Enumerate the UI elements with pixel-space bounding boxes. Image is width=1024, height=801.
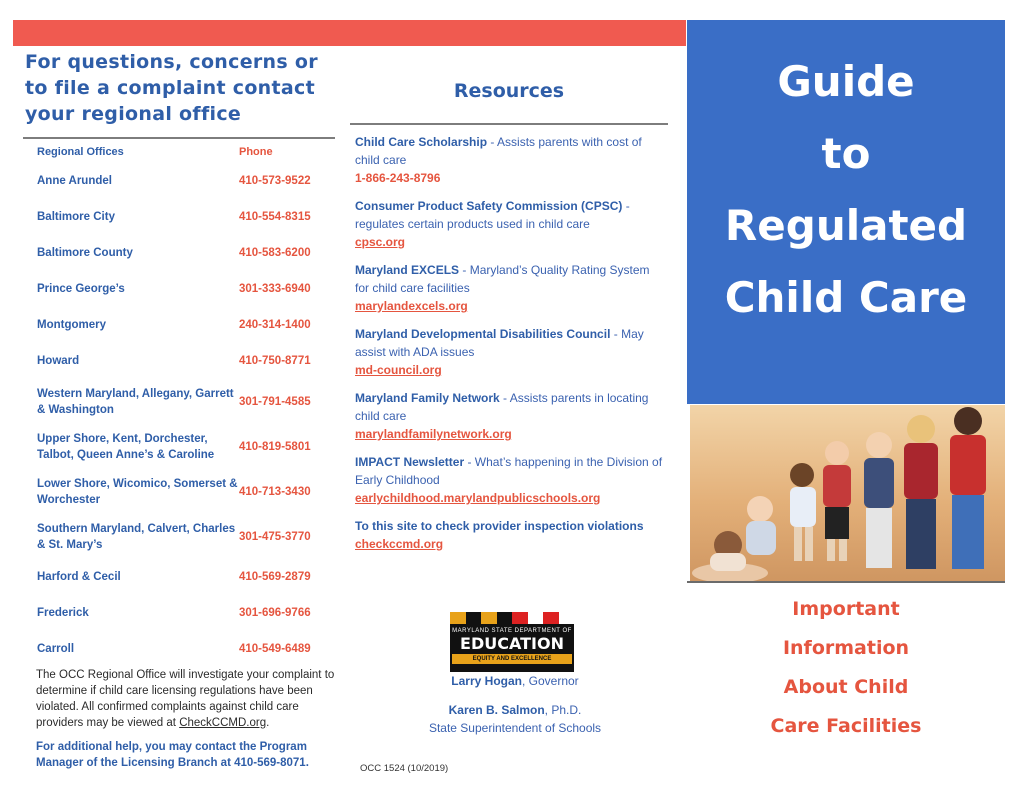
governor-title: , Governor xyxy=(521,674,579,688)
resource-description: - Maryland’s Quality Rating System for child care facilities xyxy=(355,263,650,295)
resource-link[interactable]: cpsc.org xyxy=(355,235,406,249)
office-phone: 410-554-8315 xyxy=(239,211,311,223)
office-phone: 410-573-9522 xyxy=(239,175,311,187)
resources-heading: Resources xyxy=(453,80,565,102)
resource-item xyxy=(355,517,665,553)
office-row xyxy=(37,343,337,379)
office-phone: 301-333-6940 xyxy=(239,283,311,295)
checkccmd-link[interactable]: CheckCCMD.org xyxy=(179,717,267,729)
child-figure xyxy=(825,441,849,465)
resource-name: Maryland Family Network xyxy=(355,391,500,405)
office-name: Frederick xyxy=(37,607,89,619)
office-row xyxy=(37,271,337,307)
resource-name: IMPACT Newsletter xyxy=(355,455,465,469)
divider xyxy=(23,137,335,139)
logo-top-text: MARYLAND STATE DEPARTMENT OF xyxy=(452,628,572,634)
office-row xyxy=(37,514,337,559)
divider xyxy=(350,123,668,125)
complaint-info-text xyxy=(36,667,344,731)
office-row xyxy=(37,235,337,271)
resource-item xyxy=(355,389,665,443)
resource-description: - Assists parents with cost of child care xyxy=(355,135,642,167)
resource-description: - May assist with ADA issues xyxy=(355,327,644,359)
resource-item xyxy=(355,325,665,379)
photo-divider xyxy=(687,581,1005,583)
office-name: Carroll xyxy=(37,643,75,655)
children-photo xyxy=(690,405,1005,582)
office-name: Upper Shore, Kent, Dorchester, Talbot, Queen Anne’s & Caroline xyxy=(37,432,215,461)
resource-link[interactable]: marylandexcels.org xyxy=(355,299,468,313)
resource-name: Child Care Scholarship xyxy=(355,135,488,149)
contact-panel xyxy=(13,46,335,771)
office-row xyxy=(37,307,337,343)
resource-link[interactable]: md-council.org xyxy=(355,363,442,377)
resource-item xyxy=(355,261,665,315)
office-phone: 410-750-8771 xyxy=(239,355,311,367)
cover-subtitle-line: Care Facilities xyxy=(770,715,922,737)
office-name: Montgomery xyxy=(37,319,106,331)
maryland-flag-stripe xyxy=(450,612,574,624)
child-figure xyxy=(866,432,892,458)
resource-link[interactable]: marylandfamilynetwork.org xyxy=(355,427,512,441)
office-phone: 301-475-3770 xyxy=(239,530,311,543)
resources-list xyxy=(355,133,665,553)
complaint-info-main: The OCC Regional Office will investigate your complaint to determine if child care licensing regulations have been violated. All confirmed complaints against child care providers may be viewed at xyxy=(36,669,335,729)
cover-subtitle-line: About Child xyxy=(783,676,909,698)
complaint-info-end: . xyxy=(266,717,270,729)
additional-help-text: For additional help, you may contact the Program Manager of the Licensing Branch at 410-569-8071. xyxy=(36,741,309,769)
office-phone: 240-314-1400 xyxy=(239,319,311,331)
contact-heading: For questions, concerns or to file a complaint contact your regional office xyxy=(25,51,318,125)
office-name: Howard xyxy=(37,355,80,367)
resource-name: Maryland Developmental Disabilities Council xyxy=(355,327,611,341)
child-figure xyxy=(790,463,814,487)
phone-column-header: Phone xyxy=(239,146,273,158)
office-row xyxy=(37,559,337,595)
resource-item xyxy=(355,453,665,507)
office-row xyxy=(37,469,337,514)
office-phone: 410-583-6200 xyxy=(239,247,311,259)
form-code: OCC 1524 (10/2019) xyxy=(360,763,449,774)
cover-title-line: Child Care xyxy=(724,273,968,322)
office-name: Harford & Cecil xyxy=(37,571,121,583)
cover-subtitle-line: Information xyxy=(782,637,910,659)
child-figure xyxy=(747,496,773,522)
office-row xyxy=(37,163,337,199)
office-row xyxy=(37,424,337,469)
office-name: Western Maryland, Allegany, Garrett & Washington xyxy=(37,387,234,416)
resource-item xyxy=(355,133,665,187)
offices-header-row xyxy=(37,141,337,163)
office-phone: 301-791-4585 xyxy=(239,395,311,408)
logo-main-text: EDUCATION xyxy=(460,634,564,653)
cover-title-line: Regulated xyxy=(724,201,968,250)
resource-description: - What’s happening in the Division of Early Childhood xyxy=(355,455,663,487)
office-name: Baltimore County xyxy=(37,247,133,259)
resource-description: - Assists parents in locating child care xyxy=(355,391,649,423)
regional-offices-table xyxy=(37,141,337,667)
office-name: Southern Maryland, Calvert, Charles & St. Mary’s xyxy=(37,522,236,551)
cover-title xyxy=(687,46,1005,334)
office-phone: 410-569-2879 xyxy=(239,571,311,583)
superintendent-credit xyxy=(395,701,635,737)
office-rows xyxy=(37,163,337,667)
office-name: Prince George’s xyxy=(37,283,125,295)
cover-title-line: to xyxy=(821,129,871,178)
resources-panel xyxy=(350,46,668,563)
msde-logo xyxy=(450,612,574,674)
child-figure xyxy=(907,415,935,443)
office-phone: 301-696-9766 xyxy=(239,607,311,619)
resource-item xyxy=(355,197,665,251)
resource-link[interactable]: earlychildhood.marylandpublicschools.org xyxy=(355,491,601,505)
cover-title-line: Guide xyxy=(777,57,915,106)
office-phone: 410-819-5801 xyxy=(239,440,311,453)
office-row xyxy=(37,631,337,667)
office-phone: 410-549-6489 xyxy=(239,643,311,655)
superintendent-title: State Superintendent of Schools xyxy=(428,721,602,735)
child-figure xyxy=(954,407,982,435)
cover-panel xyxy=(687,20,1005,404)
office-row xyxy=(37,199,337,235)
resource-link[interactable]: checkccmd.org xyxy=(355,537,444,551)
superintendent-degree: , Ph.D. xyxy=(544,703,582,717)
offices-column-header: Regional Offices xyxy=(37,146,124,158)
office-name: Anne Arundel xyxy=(37,175,112,187)
office-name: Lower Shore, Wicomico, Somerset & Worchester xyxy=(37,477,238,506)
governor-credit xyxy=(395,672,635,690)
office-row xyxy=(37,379,337,424)
resource-name: Maryland EXCELS xyxy=(355,263,460,277)
office-row xyxy=(37,595,337,631)
children-illustration xyxy=(690,405,1005,582)
top-accent-bar xyxy=(13,20,686,46)
cover-subtitle-line: Important xyxy=(792,598,900,620)
resource-phone: 1-866-243-8796 xyxy=(355,171,441,185)
cover-subtitle xyxy=(687,590,1005,746)
resource-name: Consumer Product Safety Commission (CPSC) xyxy=(355,199,623,213)
office-name: Baltimore City xyxy=(37,211,115,223)
resource-name: To this site to check provider inspection violations xyxy=(355,519,644,533)
governor-name: Larry Hogan xyxy=(451,674,522,688)
office-phone: 410-713-3430 xyxy=(239,485,311,498)
resource-description: - regulates certain products used in child care xyxy=(355,199,630,231)
superintendent-name: Karen B. Salmon xyxy=(448,703,545,717)
logo-band-text: EQUITY AND EXCELLENCE xyxy=(452,654,572,664)
